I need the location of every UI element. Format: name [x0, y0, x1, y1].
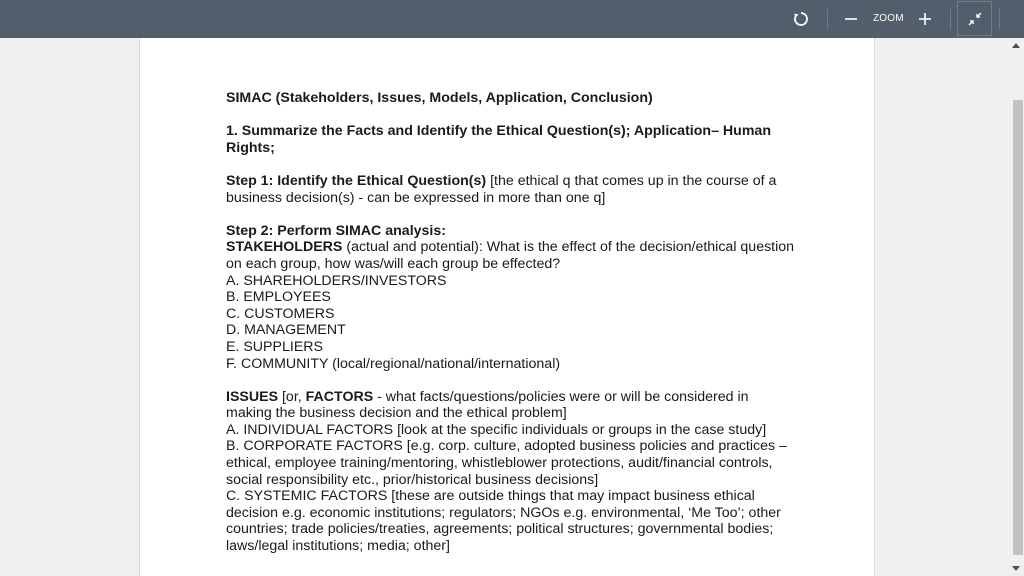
rotate-icon [792, 10, 810, 28]
issues-text: - what facts/questions/policies were or will be considered in making the business decision and the ethical problem] [226, 388, 749, 422]
list-item: A. SHAREHOLDERS/INVESTORS [226, 272, 447, 289]
list-item: A. INDIVIDUAL FACTORS [look at the specific individuals or groups in the case study] [226, 421, 767, 438]
list-item: D. MANAGEMENT [226, 322, 346, 339]
list-item: F. COMMUNITY (local/regional/national/international) [226, 355, 561, 372]
stakeholders-text: (actual and potential): What is the effect of the decision/ethical question on each group, how was/will each group be effected? [226, 239, 795, 272]
toolbar-divider [999, 9, 1000, 29]
scroll-down-arrow-icon[interactable] [1012, 566, 1020, 571]
document-body [226, 90, 796, 571]
zoom-in-button[interactable] [914, 0, 936, 38]
zoom-label: ZOOM [873, 13, 904, 24]
zoom-out-icon [844, 12, 858, 26]
document-title: SIMAC (Stakeholders, Issues, Models, Application, Conclusion) [226, 90, 653, 106]
step1-text: [the ethical q that comes up in the course of a business decision(s) - can be expressed in more than one q] [226, 172, 777, 206]
zoom-in-icon [918, 12, 932, 26]
toolbar-divider [827, 9, 828, 29]
viewer-toolbar [0, 0, 1024, 38]
zoom-out-button[interactable] [840, 0, 862, 38]
toolbar-divider [950, 9, 951, 29]
issues-label: ISSUES [226, 388, 279, 405]
issues-or: [or, [278, 388, 306, 405]
list-item: E. SUPPLIERS [226, 338, 323, 355]
issues-paragraph [226, 389, 796, 555]
list-item: C. SYSTEMIC FACTORS [these are outside things that may impact business ethical decision e.g. economic institutions; regulators; NGOs e.g. environmental, ‘Me Too’; other countries; trade policies/treaties, agreements; political structures; governmental bodies; laws/legal institutions; media; other] [226, 488, 781, 555]
scroll-up-arrow-icon[interactable] [1012, 43, 1020, 48]
step1-label: Step 1: Identify the Ethical Question(s) [226, 172, 487, 189]
list-item: B. CORPORATE FACTORS [e.g. corp. culture, adopted business policies and practices – ethical, employee training/mentoring, whistleblower protections, audit/financial controls, social responsibility etc., prior/historical business decisions] [226, 438, 787, 488]
list-item: C. CUSTOMERS [226, 305, 335, 322]
step1-paragraph [226, 173, 796, 206]
section-heading: 1. Summarize the Facts and Identify the Ethical Question(s); Application– Human Rights; [226, 123, 771, 156]
exit-fullscreen-icon [967, 11, 983, 27]
list-item: B. EMPLOYEES [226, 289, 331, 306]
step2-label: Step 2: Perform SIMAC analysis: [226, 222, 446, 239]
document-page [139, 38, 875, 576]
stakeholders-label: STAKEHOLDERS [226, 239, 343, 256]
rotate-button[interactable] [788, 0, 814, 38]
step2-paragraph [226, 223, 796, 372]
exit-fullscreen-button[interactable] [957, 1, 992, 36]
factors-label: FACTORS [305, 388, 374, 405]
scrollbar-thumb[interactable] [1013, 100, 1023, 555]
